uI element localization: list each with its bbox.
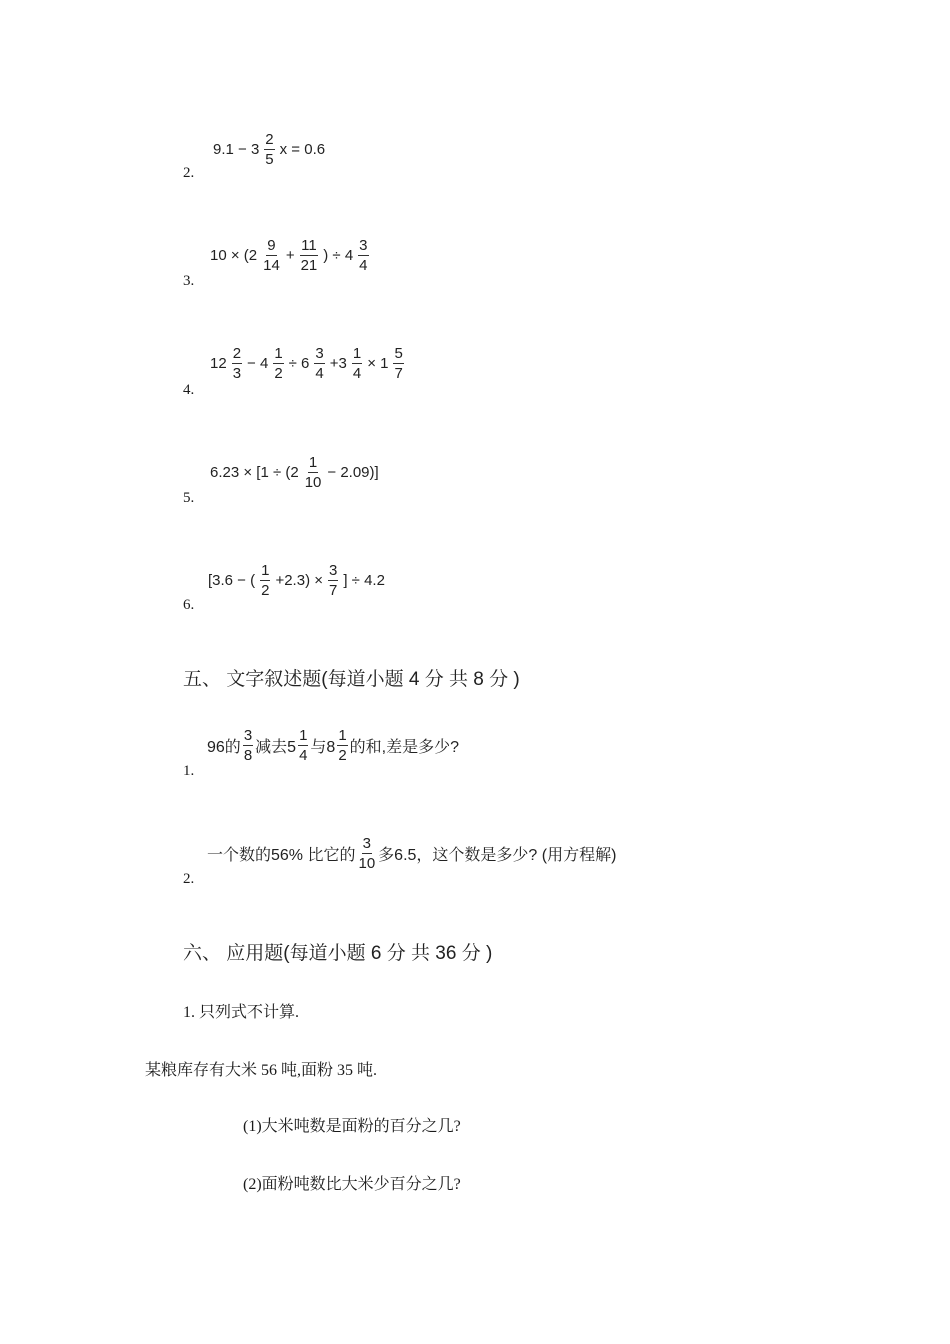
- fraction-denominator: 4: [315, 365, 324, 382]
- expression-text: 的和,差是多少?: [349, 739, 460, 756]
- expression-text: x = 0.6: [279, 141, 326, 158]
- fraction-numerator: 3: [243, 727, 253, 744]
- fraction-numerator: 2: [265, 131, 274, 148]
- problem-number: 2.: [183, 165, 195, 181]
- fraction-numerator: 3: [329, 562, 338, 579]
- fraction: [337, 728, 347, 763]
- fraction: [300, 238, 319, 273]
- fraction-denominator: 8: [243, 747, 253, 764]
- math-expression: [207, 238, 371, 273]
- fraction: [232, 346, 242, 381]
- fraction-denominator: 3: [232, 365, 242, 382]
- problem-number: 1.: [183, 763, 195, 779]
- problem-number: 5.: [183, 490, 195, 506]
- expression-text: − 2.09)]: [327, 464, 379, 481]
- fraction: [352, 346, 362, 381]
- fraction-numerator: 3: [362, 835, 371, 852]
- fraction-denominator: 7: [329, 582, 338, 599]
- fraction: [273, 346, 283, 381]
- fraction: [243, 728, 253, 763]
- fraction-denominator: 4: [299, 747, 308, 764]
- problem-number: 3.: [183, 273, 195, 289]
- word-problem: [207, 836, 616, 871]
- expression-text: +: [285, 247, 295, 264]
- math-expression: [205, 563, 388, 598]
- problem-context: 某粮库存有大米 56 吨,面粉 35 吨.: [145, 1062, 378, 1079]
- expression-text: +3: [329, 355, 347, 372]
- expression-text: 一个数的56% 比它的: [207, 847, 356, 864]
- fraction-numerator: 11: [301, 237, 317, 254]
- fraction-numerator: 1: [338, 727, 347, 744]
- fraction: [357, 836, 376, 871]
- fraction-denominator: 4: [352, 365, 362, 382]
- fraction-numerator: 9: [267, 237, 276, 254]
- fraction: [358, 238, 368, 273]
- fraction-numerator: 3: [315, 345, 324, 362]
- fraction-denominator: 2: [274, 365, 283, 382]
- math-expression: [207, 455, 382, 490]
- fraction: [298, 728, 308, 763]
- item-title: 1. 只列式不计算.: [183, 1004, 300, 1021]
- expression-text: 96的: [207, 739, 241, 756]
- math-expression: [207, 346, 406, 381]
- fraction-numerator: 1: [352, 345, 362, 362]
- expression-text: − 4: [247, 355, 269, 372]
- fraction: [304, 455, 323, 490]
- fraction-numerator: 1: [274, 345, 283, 362]
- expression-text: 12: [210, 355, 227, 372]
- fraction-denominator: 14: [263, 257, 280, 274]
- fraction-denominator: 21: [300, 257, 318, 274]
- expression-text: +2.3) ×: [275, 572, 323, 589]
- problem-number: 4.: [183, 382, 195, 398]
- fraction-denominator: 10: [358, 855, 376, 872]
- fraction-numerator: 1: [308, 454, 318, 471]
- expression-text: 10 × (2: [210, 247, 258, 264]
- fraction: [393, 346, 403, 381]
- fraction-numerator: 1: [299, 727, 308, 744]
- expression-text: 减去5: [255, 739, 297, 756]
- problem-number: 6.: [183, 597, 195, 613]
- fraction-numerator: 5: [394, 345, 403, 362]
- fraction-numerator: 3: [359, 237, 368, 254]
- question: (2)面粉吨数比大米少百分之几?: [243, 1176, 461, 1193]
- fraction-denominator: 7: [394, 365, 403, 382]
- fraction: [262, 238, 281, 273]
- fraction-denominator: 5: [265, 151, 274, 168]
- problem-number: 2.: [183, 871, 195, 887]
- expression-text: ÷ 6: [288, 355, 310, 372]
- expression-text: 9.1 − 3: [213, 141, 260, 158]
- expression-text: ] ÷ 4.2: [343, 572, 385, 589]
- section-heading: 五、 文字叙述题(每道小题 4 分 共 8 分 ): [183, 669, 520, 690]
- fraction-denominator: 2: [261, 582, 270, 599]
- fraction: [328, 563, 338, 598]
- fraction: [314, 346, 324, 381]
- fraction: [264, 132, 274, 167]
- expression-text: 6.23 × [1 ÷ (2: [210, 464, 299, 481]
- expression-text: × 1: [367, 355, 389, 372]
- fraction-denominator: 10: [304, 474, 322, 491]
- expression-text: 多6.5，这个数是多少? (用方程解): [378, 847, 617, 864]
- expression-text: ) ÷ 4: [323, 247, 354, 264]
- fraction-numerator: 1: [261, 562, 270, 579]
- expression-text: [3.6 − (: [208, 572, 256, 589]
- fraction: [260, 563, 270, 598]
- word-problem: [207, 728, 459, 763]
- section-heading: 六、 应用题(每道小题 6 分 共 36 分 ): [183, 943, 493, 964]
- question: (1)大米吨数是面粉的百分之几?: [243, 1118, 461, 1135]
- expression-text: 与8: [310, 739, 336, 756]
- math-expression: [210, 132, 328, 167]
- fraction-numerator: 2: [232, 345, 242, 362]
- fraction-denominator: 2: [338, 747, 347, 764]
- fraction-denominator: 4: [359, 257, 368, 274]
